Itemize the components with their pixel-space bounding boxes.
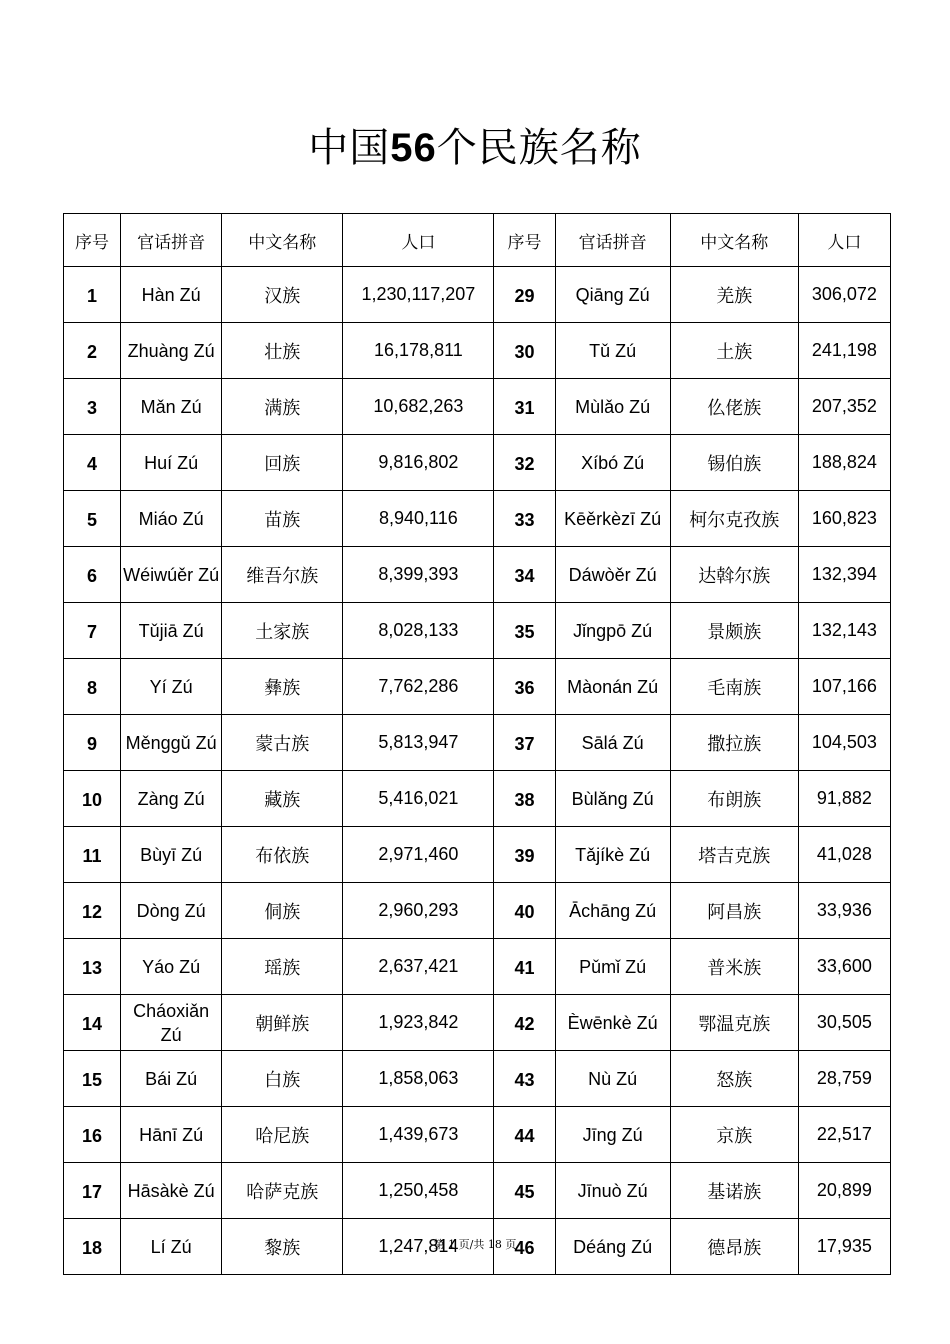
row-index: 34 [494,547,555,603]
row-index: 42 [494,995,555,1051]
row-index: 13 [64,939,121,995]
row-chinese-name: 布朗族 [670,771,798,827]
row-population: 8,940,116 [343,491,494,547]
row-index: 17 [64,1163,121,1219]
row-pinyin: Měnggǔ Zú [121,715,222,771]
row-chinese-name: 维吾尔族 [222,547,343,603]
row-population: 5,813,947 [343,715,494,771]
header-population: 人口 [798,214,890,267]
row-chinese-name: 怒族 [670,1051,798,1107]
row-chinese-name: 苗族 [222,491,343,547]
row-chinese-name: 藏族 [222,771,343,827]
row-population: 104,503 [798,715,890,771]
row-chinese-name: 满族 [222,379,343,435]
row-chinese-name: 彝族 [222,659,343,715]
row-index: 7 [64,603,121,659]
row-chinese-name: 侗族 [222,883,343,939]
row-pinyin: Hàn Zú [121,267,222,323]
row-pinyin: Jīnuò Zú [555,1163,670,1219]
table-header-row [64,214,891,267]
row-population: 207,352 [798,379,890,435]
row-index: 2 [64,323,121,379]
row-population: 306,072 [798,267,890,323]
row-pinyin: Jīng Zú [555,1107,670,1163]
row-index: 12 [64,883,121,939]
header-chinese-name: 中文名称 [670,214,798,267]
row-population: 91,882 [798,771,890,827]
row-index: 46 [494,1219,555,1275]
table-row [64,771,891,827]
row-pinyin: Hānī Zú [121,1107,222,1163]
row-population: 17,935 [798,1219,890,1275]
table-row [64,1051,891,1107]
row-population: 5,416,021 [343,771,494,827]
row-population: 20,899 [798,1163,890,1219]
row-population: 1,439,673 [343,1107,494,1163]
row-index: 41 [494,939,555,995]
title-number: 56 [390,126,437,170]
row-pinyin: Nù Zú [555,1051,670,1107]
row-pinyin: Xíbó Zú [555,435,670,491]
row-index: 38 [494,771,555,827]
ethnic-groups-table [63,213,891,1275]
row-population: 9,816,802 [343,435,494,491]
row-pinyin: Bùyī Zú [121,827,222,883]
row-pinyin: Tǔjiā Zú [121,603,222,659]
row-population: 1,250,458 [343,1163,494,1219]
row-pinyin: Wéiwúěr Zú [121,547,222,603]
table-row [64,435,891,491]
row-chinese-name: 阿昌族 [670,883,798,939]
row-index: 37 [494,715,555,771]
row-chinese-name: 景颇族 [670,603,798,659]
row-chinese-name: 锡伯族 [670,435,798,491]
row-index: 8 [64,659,121,715]
row-index: 31 [494,379,555,435]
header-index: 序号 [494,214,555,267]
table-row [64,995,891,1051]
row-population: 241,198 [798,323,890,379]
row-population: 28,759 [798,1051,890,1107]
row-index: 39 [494,827,555,883]
header-index: 序号 [64,214,121,267]
row-population: 2,637,421 [343,939,494,995]
row-chinese-name: 柯尔克孜族 [670,491,798,547]
row-index: 45 [494,1163,555,1219]
header-pinyin: 官话拼音 [121,214,222,267]
row-chinese-name: 基诺族 [670,1163,798,1219]
row-population: 22,517 [798,1107,890,1163]
table-row [64,659,891,715]
page-footer: 第 1 页/共 18 页 [433,1238,517,1251]
row-chinese-name: 哈尼族 [222,1107,343,1163]
row-chinese-name: 普米族 [670,939,798,995]
row-chinese-name: 京族 [670,1107,798,1163]
row-pinyin: Bái Zú [121,1051,222,1107]
table-row [64,939,891,995]
table-row [64,1107,891,1163]
row-population: 1,230,117,207 [343,267,494,323]
row-index: 44 [494,1107,555,1163]
row-index: 16 [64,1107,121,1163]
row-pinyin: Mùlǎo Zú [555,379,670,435]
row-index: 1 [64,267,121,323]
row-population: 1,923,842 [343,995,494,1051]
row-chinese-name: 仫佬族 [670,379,798,435]
header-population: 人口 [343,214,494,267]
row-pinyin: Yí Zú [121,659,222,715]
row-index: 10 [64,771,121,827]
row-index: 3 [64,379,121,435]
header-chinese-name: 中文名称 [222,214,343,267]
row-population: 33,936 [798,883,890,939]
row-pinyin: Èwēnkè Zú [555,995,670,1051]
row-index: 35 [494,603,555,659]
row-population: 188,824 [798,435,890,491]
row-population: 2,971,460 [343,827,494,883]
row-pinyin: Cháoxiǎn Zú [121,995,222,1051]
row-population: 132,394 [798,547,890,603]
row-chinese-name: 土族 [670,323,798,379]
row-population: 107,166 [798,659,890,715]
row-population: 160,823 [798,491,890,547]
table-row [64,267,891,323]
row-chinese-name: 回族 [222,435,343,491]
row-index: 15 [64,1051,121,1107]
row-chinese-name: 朝鲜族 [222,995,343,1051]
row-chinese-name: 蒙古族 [222,715,343,771]
row-index: 9 [64,715,121,771]
row-chinese-name: 羌族 [670,267,798,323]
title-suffix: 个民族名称 [436,125,642,171]
title-prefix: 中国 [308,125,391,171]
row-index: 36 [494,659,555,715]
row-index: 6 [64,547,121,603]
row-population: 16,178,811 [343,323,494,379]
row-chinese-name: 白族 [222,1051,343,1107]
row-pinyin: Dòng Zú [121,883,222,939]
row-pinyin: Sālá Zú [555,715,670,771]
row-population: 30,505 [798,995,890,1051]
row-pinyin: Jǐngpō Zú [555,603,670,659]
row-chinese-name: 瑶族 [222,939,343,995]
table-row [64,715,891,771]
row-chinese-name: 哈萨克族 [222,1163,343,1219]
table-body [64,267,891,1275]
row-chinese-name: 布依族 [222,827,343,883]
row-pinyin: Kēěrkèzī Zú [555,491,670,547]
row-pinyin: Tǔ Zú [555,323,670,379]
row-index: 30 [494,323,555,379]
row-chinese-name: 汉族 [222,267,343,323]
row-population: 1,247,814 [343,1219,494,1275]
row-index: 32 [494,435,555,491]
row-population: 8,028,133 [343,603,494,659]
row-pinyin: Huí Zú [121,435,222,491]
header-pinyin: 官话拼音 [555,214,670,267]
row-chinese-name: 毛南族 [670,659,798,715]
row-pinyin: Pǔmǐ Zú [555,939,670,995]
row-population: 10,682,263 [343,379,494,435]
row-pinyin: Āchāng Zú [555,883,670,939]
row-pinyin: Màonán Zú [555,659,670,715]
table-row [64,491,891,547]
row-chinese-name: 黎族 [222,1219,343,1275]
row-pinyin: Mǎn Zú [121,379,222,435]
row-population: 1,858,063 [343,1051,494,1107]
table-row [64,547,891,603]
row-pinyin: Zàng Zú [121,771,222,827]
table-row [64,1163,891,1219]
row-pinyin: Déáng Zú [555,1219,670,1275]
table-row [64,603,891,659]
row-pinyin: Lí Zú [121,1219,222,1275]
row-population: 7,762,286 [343,659,494,715]
row-index: 14 [64,995,121,1051]
row-pinyin: Dáwòěr Zú [555,547,670,603]
row-index: 40 [494,883,555,939]
row-pinyin: Yáo Zú [121,939,222,995]
row-index: 4 [64,435,121,491]
row-chinese-name: 撒拉族 [670,715,798,771]
row-chinese-name: 达斡尔族 [670,547,798,603]
page-title [0,116,950,173]
row-index: 33 [494,491,555,547]
row-population: 132,143 [798,603,890,659]
row-chinese-name: 塔吉克族 [670,827,798,883]
row-chinese-name: 鄂温克族 [670,995,798,1051]
table-row [64,883,891,939]
row-pinyin: Zhuàng Zú [121,323,222,379]
row-index: 18 [64,1219,121,1275]
row-index: 11 [64,827,121,883]
row-pinyin: Hāsàkè Zú [121,1163,222,1219]
row-index: 5 [64,491,121,547]
row-pinyin: Qiāng Zú [555,267,670,323]
row-pinyin: Bùlǎng Zú [555,771,670,827]
row-population: 41,028 [798,827,890,883]
row-chinese-name: 德昂族 [670,1219,798,1275]
row-chinese-name: 壮族 [222,323,343,379]
row-population: 8,399,393 [343,547,494,603]
row-index: 43 [494,1051,555,1107]
row-population: 2,960,293 [343,883,494,939]
row-index: 29 [494,267,555,323]
row-chinese-name: 土家族 [222,603,343,659]
row-population: 33,600 [798,939,890,995]
table-row [64,379,891,435]
row-pinyin: Miáo Zú [121,491,222,547]
table-row [64,827,891,883]
table-row [64,323,891,379]
row-pinyin: Tǎjíkè Zú [555,827,670,883]
